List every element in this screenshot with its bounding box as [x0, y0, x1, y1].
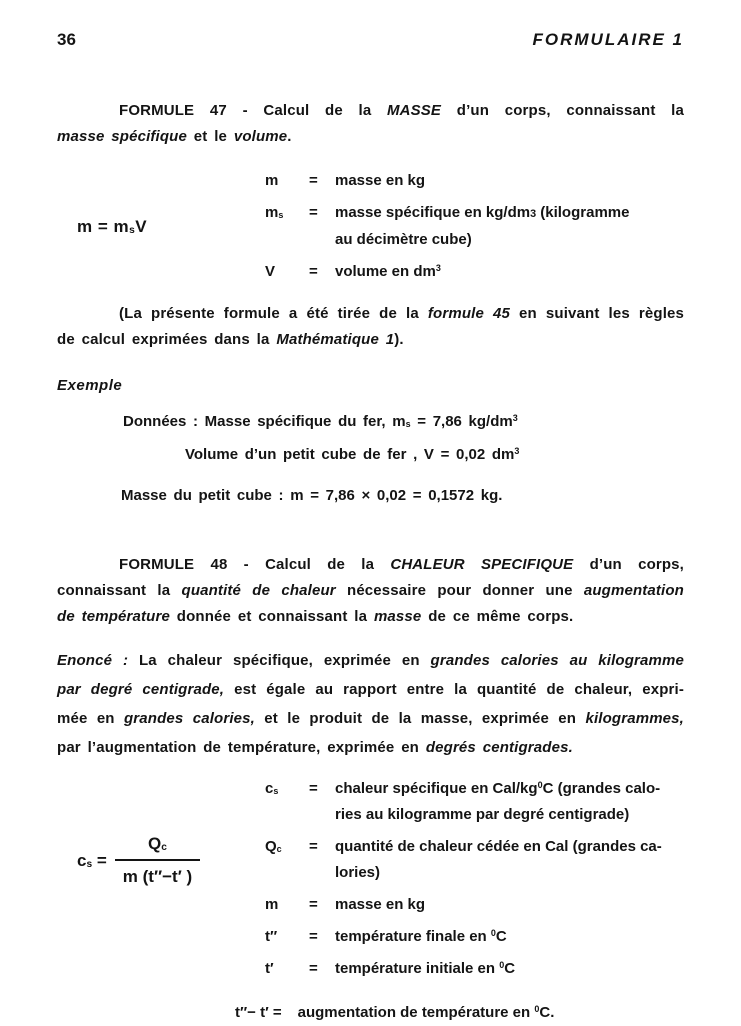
equals-sign: =	[309, 896, 318, 913]
definition-row-cs	[265, 776, 684, 828]
fraction-denominator: m (t″−t′ )	[115, 859, 200, 887]
fraction-lhs: $c_s$ =	[77, 850, 107, 870]
fraction	[115, 834, 200, 887]
definition-value: masse en kg	[335, 896, 426, 913]
formule48-formula-column	[57, 776, 265, 982]
definition-row-qc	[265, 834, 684, 886]
equals-sign: =	[309, 780, 318, 797]
specific-heat-fraction-formula	[57, 834, 200, 887]
formule45-note: (La présente formule a été tirée de la formule 45 en suivant les règles de calcul exprimées dans la Mathématique 1).	[57, 305, 685, 348]
formule48-intro: FORMULE 48 - Calcul de la CHALEUR SPECIFIQUE d’un corps, connaissant la quantité de chaleur nécessaire pour donner une augmentation de température donnée et connaissant la masse de ce même corps.	[57, 556, 684, 625]
formule47-formula-column	[57, 168, 265, 285]
definition-value: chaleur spécifique en Cal/$kg^0C$ (grandes calo- ries au kilogramme par degré centigrade)	[335, 780, 661, 823]
formule48-definition-list	[265, 776, 684, 982]
temperature-increase-line	[235, 1000, 684, 1026]
definition-symbol: t′	[265, 960, 274, 977]
exemple-donnees-line: Données : Masse spécifique du fer, $m_s = 7,86$ $kg/dm^3$	[123, 413, 518, 430]
equals-sign: =	[309, 172, 318, 189]
definition-value: augmentation de température en $^0$C.	[297, 1004, 555, 1021]
definition-symbol: m	[265, 896, 279, 913]
equals-sign: =	[309, 263, 318, 280]
formula-m-equals-msv: $m = m_sV$	[77, 216, 148, 236]
equals-sign: =	[309, 928, 318, 945]
definition-value: masse en kg	[335, 172, 426, 189]
definition-row-t-initial	[265, 956, 684, 982]
definition-symbol: V	[265, 263, 276, 280]
definition-symbol: $Q_c$	[265, 838, 282, 855]
equals-sign: =	[309, 204, 318, 221]
definition-symbol: m	[265, 172, 279, 189]
fraction-numerator: $Q_c$	[148, 834, 167, 854]
formule48-block	[57, 776, 684, 982]
formule47-block	[57, 168, 684, 285]
exemple-result-line: Masse du petit cube : m = 7,86 × 0,02 = 0,1572 kg.	[121, 487, 503, 504]
definition-symbol: $c_s$	[265, 780, 279, 797]
page-number: 36	[57, 30, 76, 49]
definition-value: masse spécifique en kg/dm3 (kilogramme au décimètre cube)	[335, 204, 630, 248]
exemple-heading: Exemple	[57, 377, 123, 394]
formule47-definition-list	[265, 168, 684, 285]
definition-value: volume en $dm^3$	[335, 263, 441, 280]
page-header	[57, 30, 684, 50]
equals-sign: =	[309, 960, 318, 977]
running-title: FORMULAIRE 1	[532, 30, 684, 49]
definition-symbol: t″	[265, 928, 278, 945]
formule47-intro: FORMULE 47 - Calcul de la MASSE d’un corps, connaissant la masse spécifique et le volume.	[57, 102, 684, 145]
definition-row-v	[265, 259, 684, 285]
equals-sign: =	[309, 838, 318, 855]
exemple-volume-line: Volume d’un petit cube de fer , V = 0,02 $dm^3$	[185, 446, 520, 463]
definition-row-m	[265, 892, 684, 918]
definition-symbol: $m_s$	[265, 204, 284, 221]
definition-row-t-final	[265, 924, 684, 950]
definition-value: température finale en $^0$C	[335, 928, 507, 945]
definition-value: quantité de chaleur cédée en Cal (grandes ca- lories)	[335, 838, 662, 881]
definition-value: température initiale en $^0$C	[335, 960, 516, 977]
definition-row-m	[265, 168, 684, 194]
enonce-paragraph: Enoncé : La chaleur spécifique, exprimée en grandes calories au kilogramme par degré centigrade, est égale au rapport entre la quantité de chaleur, expri- mée en grandes calories, et le produit de la masse, exprimée en kilogrammes, par l’augmentation de température, exprimée en degrés centigrades.	[57, 652, 685, 756]
definition-symbol: t″− t′ =	[235, 1004, 282, 1021]
definition-row-ms	[265, 200, 684, 253]
